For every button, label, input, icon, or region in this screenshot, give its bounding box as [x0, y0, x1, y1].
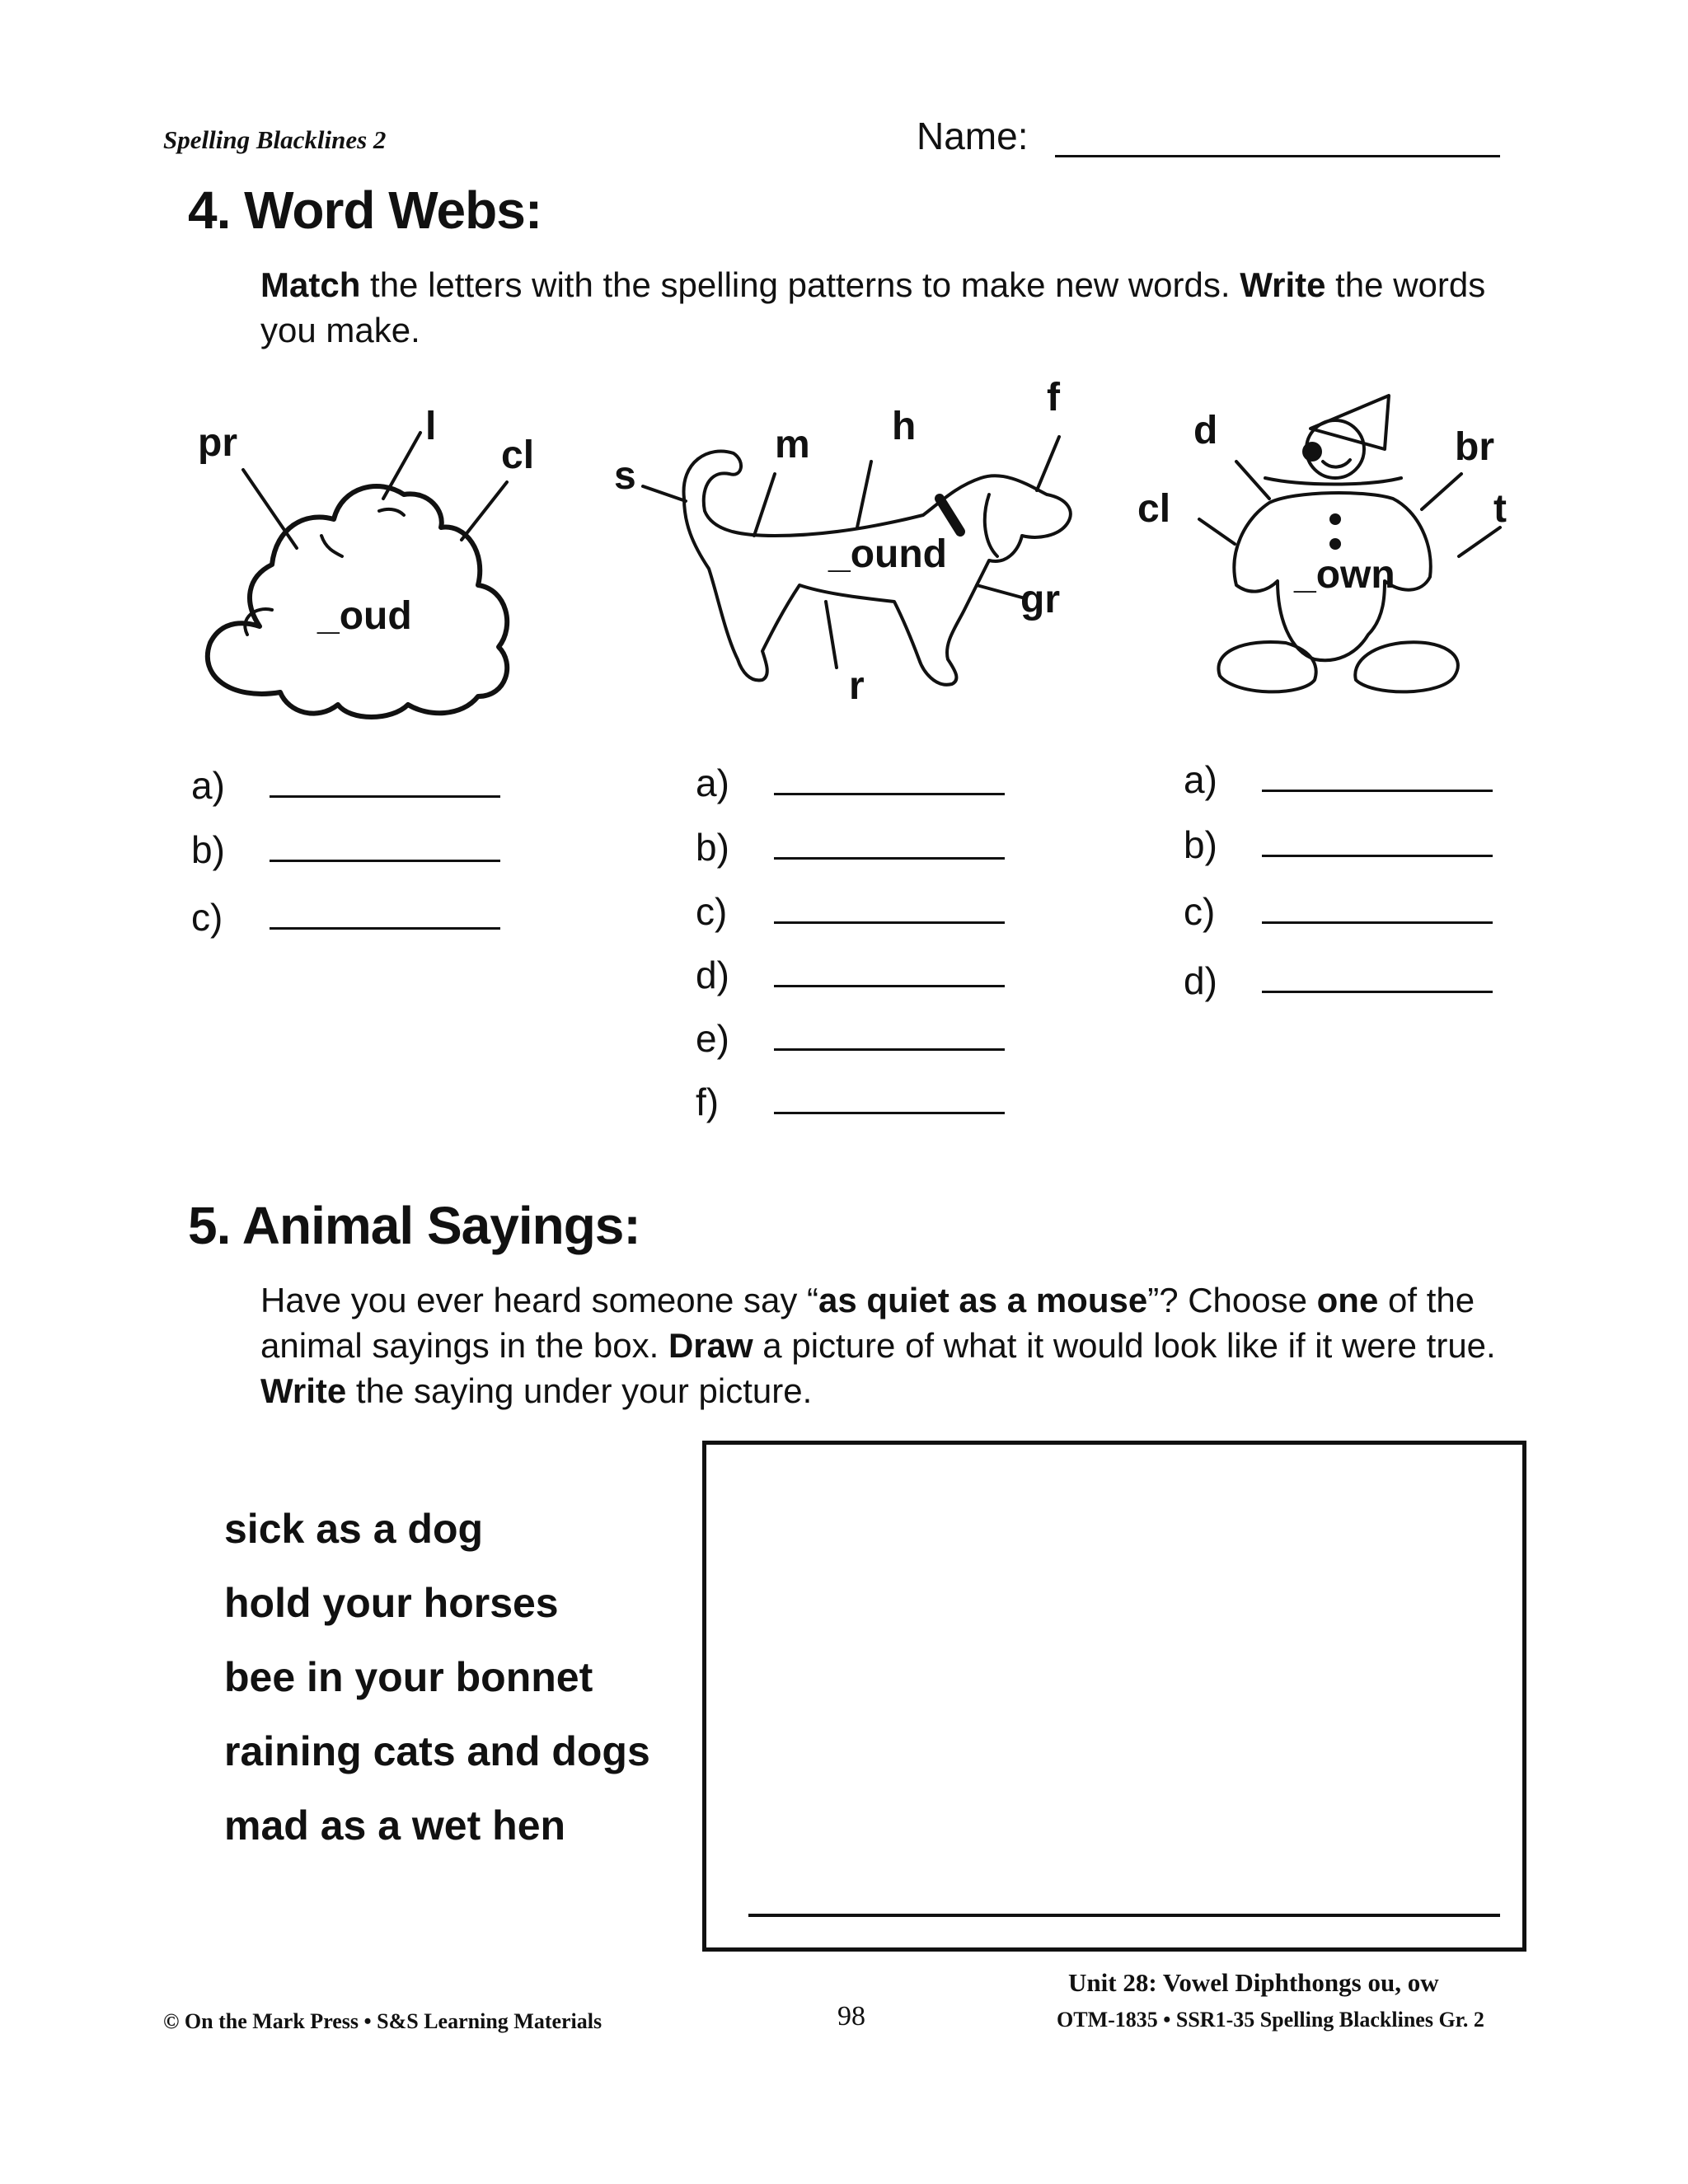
answer-line[interactable]	[774, 1112, 1005, 1114]
answer-label: a)	[191, 764, 225, 807]
instruction-text: Have you ever heard someone say “	[260, 1281, 819, 1319]
answer-label: a)	[696, 762, 729, 804]
pattern-ound: _ound	[828, 532, 947, 576]
saying-item: mad as a wet hen	[224, 1802, 566, 1849]
answer-label: f)	[696, 1080, 720, 1123]
answer-label: b)	[191, 828, 225, 871]
letter-f: f	[1047, 376, 1060, 419]
answer-line[interactable]	[270, 795, 500, 798]
answer-row	[1184, 818, 1493, 867]
instruction-bold: Write	[1240, 265, 1326, 304]
answer-line[interactable]	[774, 857, 1005, 860]
saying-item: sick as a dog	[224, 1506, 484, 1552]
instruction-bold: Write	[260, 1371, 347, 1410]
answer-label: e)	[696, 1017, 729, 1060]
instruction-bold: one	[1316, 1281, 1379, 1319]
letter-cl: cl	[1137, 487, 1171, 531]
instruction-bold: Match	[260, 265, 361, 304]
letter-m: m	[775, 423, 810, 466]
answer-line[interactable]	[774, 921, 1005, 924]
page-number: 98	[837, 2001, 865, 2032]
letter-gr: gr	[1020, 578, 1060, 621]
answer-line[interactable]	[270, 860, 500, 862]
instruction-text: a picture of what it would look like if it were true.	[753, 1326, 1496, 1365]
section-5-instructions	[260, 1277, 1513, 1413]
letter-cl: cl	[501, 434, 535, 477]
answer-line[interactable]	[774, 1048, 1005, 1051]
name-field[interactable]	[1055, 155, 1500, 157]
name-label: Name:	[917, 115, 1029, 157]
answer-row	[696, 1011, 1005, 1061]
answer-line[interactable]	[774, 793, 1005, 795]
book-title: Spelling Blacklines 2	[163, 125, 387, 154]
letter-s: s	[614, 454, 636, 498]
answer-label: b)	[1184, 823, 1217, 866]
instruction-text: of the animal sayings in the box.	[260, 1281, 1475, 1365]
answer-line[interactable]	[270, 927, 500, 930]
section-title: Word Webs:	[244, 180, 542, 240]
letter-r: r	[849, 664, 865, 708]
dog-word-web	[610, 376, 1104, 725]
section-4-heading	[188, 180, 542, 241]
answer-row	[696, 948, 1005, 997]
pattern-oud: _oud	[317, 594, 412, 638]
drawing-box[interactable]	[702, 1441, 1526, 1952]
answer-line[interactable]	[1262, 790, 1493, 792]
saying-caption-line[interactable]	[748, 1914, 1500, 1917]
section-4-instructions	[260, 262, 1513, 353]
answer-label: d)	[1184, 959, 1217, 1002]
answer-label: b)	[696, 826, 729, 869]
answer-row	[1184, 954, 1493, 1003]
answer-label: c)	[1184, 890, 1216, 933]
section-title: Animal Sayings:	[241, 1196, 640, 1255]
instruction-text: the words you make.	[260, 265, 1486, 349]
instruction-text: the letters with the spelling patterns to make new words.	[360, 265, 1240, 304]
letter-l: l	[425, 405, 437, 448]
instruction-bold: Draw	[668, 1326, 753, 1365]
answer-line[interactable]	[1262, 991, 1493, 993]
instruction-bold: as quiet as a mouse	[818, 1281, 1148, 1319]
product-code: OTM-1835 • SSR1-35 Spelling Blacklines Gr. 2	[1057, 2008, 1484, 2032]
letter-t: t	[1493, 487, 1507, 531]
answer-row	[1184, 884, 1493, 934]
letter-h: h	[892, 405, 917, 448]
answer-row	[696, 1075, 1005, 1124]
saying-item: hold your horses	[224, 1580, 559, 1626]
copyright: © On the Mark Press • S&S Learning Materials	[163, 2009, 603, 2033]
saying-item: bee in your bonnet	[224, 1654, 593, 1700]
pattern-own: _own	[1294, 553, 1395, 597]
answer-line[interactable]	[1262, 921, 1493, 924]
answer-row	[1184, 752, 1493, 802]
answer-line[interactable]	[1262, 855, 1493, 857]
instruction-text: the saying under your picture.	[346, 1371, 813, 1410]
section-number: 5.	[188, 1196, 231, 1255]
answer-row	[696, 756, 1005, 805]
answer-row	[696, 820, 1005, 869]
section-5-heading	[188, 1195, 640, 1256]
answer-row	[191, 890, 500, 940]
saying-item: raining cats and dogs	[224, 1728, 650, 1774]
answer-line[interactable]	[774, 985, 1005, 987]
clown-word-web	[1137, 371, 1533, 717]
letter-br: br	[1455, 425, 1494, 469]
answer-row	[696, 884, 1005, 934]
section-number: 4.	[188, 180, 231, 240]
unit-title: Unit 28: Vowel Diphthongs ou, ow	[1068, 1968, 1439, 1997]
answer-label: a)	[1184, 758, 1217, 801]
answer-label: d)	[696, 954, 729, 996]
answer-label: c)	[191, 896, 223, 939]
letter-pr: pr	[198, 421, 237, 465]
answer-row	[191, 823, 500, 872]
letter-d: d	[1193, 409, 1218, 452]
answer-row	[191, 758, 500, 808]
cloud-word-web	[181, 387, 535, 733]
answer-label: c)	[696, 890, 728, 933]
instruction-text: ”? Choose	[1147, 1281, 1317, 1319]
